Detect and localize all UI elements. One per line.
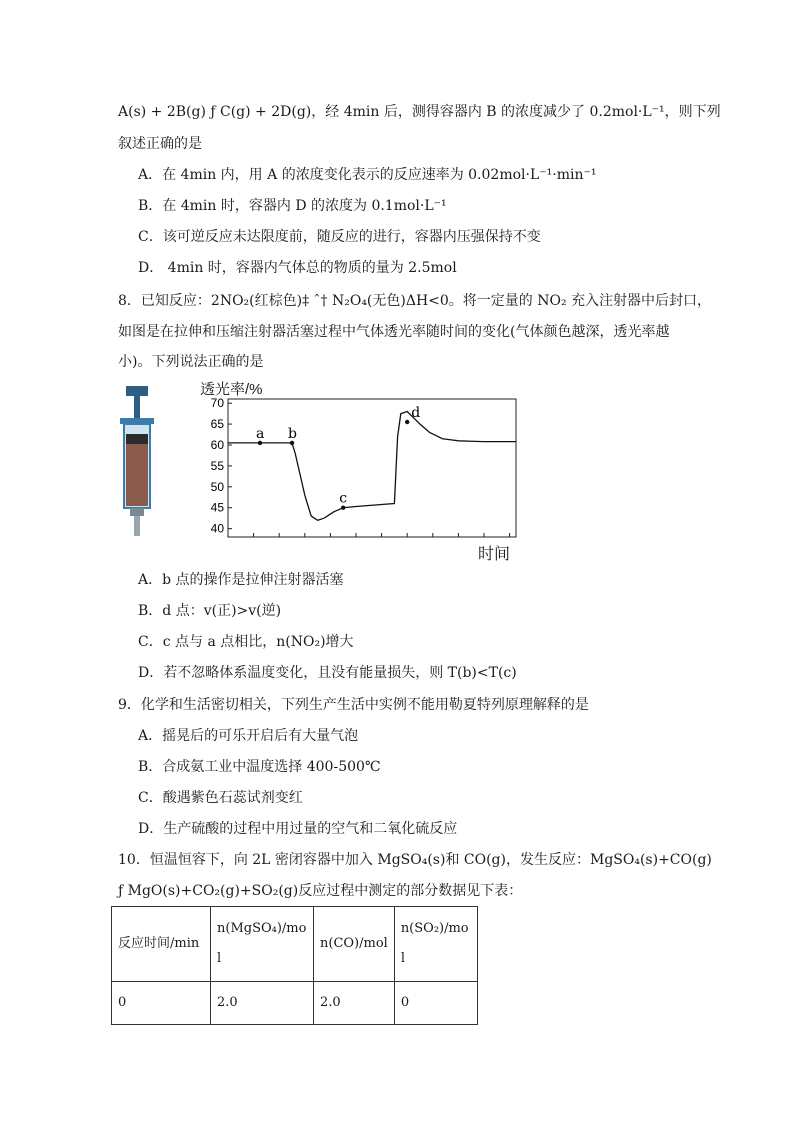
table-cell: 0: [112, 982, 211, 1025]
point-d: [405, 420, 409, 424]
q7-option-a: A．在 4min 内，用 A 的浓度变化表示的反应速率为 0.02mol·L⁻¹·min⁻¹: [138, 167, 597, 183]
q10-data-table: [111, 906, 478, 1025]
y-tick-label: 50: [210, 479, 224, 494]
q8-option-b: B．d 点：v(正)>v(逆): [138, 603, 282, 619]
q10-stem-line2: ƒ MgO(s)+CO₂(g)+SO₂(g)反应过程中测定的部分数据见下表：: [118, 883, 523, 899]
q7-option-c: C．该可逆反应未达限度前，随反应的进行，容器内压强保持不变: [138, 229, 541, 245]
chart-plot-frame: [228, 399, 516, 537]
q9-option-b: B．合成氨工业中温度选择 400-500℃: [138, 759, 381, 775]
table-row: [112, 982, 478, 1025]
q8-stem-line2: 如图是在拉伸和压缩注射器活塞过程中气体透光率随时间的变化(气体颜色越深，透光率越: [118, 324, 670, 340]
q8-stem-line3: 小)。下列说法正确的是: [118, 354, 264, 370]
point-label-c: c: [339, 490, 348, 507]
table-cell: 2.0: [314, 982, 395, 1025]
q9-option-a: A．摇晃后的可乐开启后有大量气泡: [138, 728, 359, 744]
table-header-cell: [211, 907, 314, 982]
q8-figure: [110, 376, 530, 566]
q8-option-a: A．b 点的操作是拉伸注射器活塞: [138, 572, 344, 588]
y-tick-label: 40: [210, 521, 224, 536]
q8-option-c: C．c 点与 a 点相比，n(NO₂)增大: [138, 634, 354, 650]
q7-stem-line2: 叙述正确的是: [118, 136, 202, 152]
table-header-text: n(SO₂)/mol: [400, 921, 469, 966]
point-label-b: b: [288, 425, 297, 442]
table-cell: 2.0: [211, 982, 314, 1025]
point-label-a: a: [256, 425, 265, 442]
y-tick-label: 60: [210, 438, 224, 452]
q7-option-b: B．在 4min 时，容器内 D 的浓度为 0.1mol·L⁻¹: [138, 198, 447, 214]
table-header-cell: 反应时间/min: [112, 907, 211, 982]
table-header-cell: [394, 907, 477, 982]
chart-xlabel: 时间: [478, 546, 511, 563]
table-header-row: [112, 907, 478, 982]
table-cell: 0: [394, 982, 477, 1025]
q7-option-d: D． 4min 时，容器内气体总的物质的量为 2.5mol: [138, 260, 457, 276]
q7-stem-line1: A(s) + 2B(g) ƒ C(g) + 2D(g)，经 4min 后，测得容器内 B 的浓度减少了 0.2mol·L⁻¹，则下列: [118, 104, 721, 120]
y-tick-label: 65: [210, 417, 224, 432]
table-header-cell: n(CO)/mol: [314, 907, 395, 982]
point-label-d: d: [411, 405, 421, 421]
table-header-text: n(MgSO₄)/mol: [217, 921, 307, 966]
q9-option-d: D．生产硫酸的过程中用过量的空气和二氧化硫反应: [138, 821, 458, 837]
chart-ylabel: 透光率/%: [200, 381, 263, 398]
q9-stem: 9．化学和生活密切相关，下列生产生活中实例不能用勒夏特列原理解释的是: [118, 697, 589, 713]
transmittance-chart: [110, 376, 530, 566]
q9-option-c: C．酸遇紫色石蕊试剂变红: [138, 790, 303, 806]
y-tick-label: 45: [210, 500, 224, 515]
chart-series-line: [228, 412, 516, 521]
q10-stem-line1: 10．恒温恒容下，向 2L 密闭容器中加入 MgSO₄(s)和 CO(g)，发生反应：MgSO₄(s)+CO(g): [118, 852, 712, 868]
q8-option-d: D．若不忽略体系温度变化，且没有能量损失，则 T(b)<T(c): [138, 665, 517, 681]
y-tick-label: 55: [210, 458, 224, 473]
y-tick-label: 70: [210, 396, 224, 411]
q8-stem-line1: 8．已知反应：2NO₂(红棕色)‡ ˆ† N₂O₄(无色)ΔH<0。将一定量的 NO₂ 充入注射器中后封口，: [118, 293, 712, 309]
